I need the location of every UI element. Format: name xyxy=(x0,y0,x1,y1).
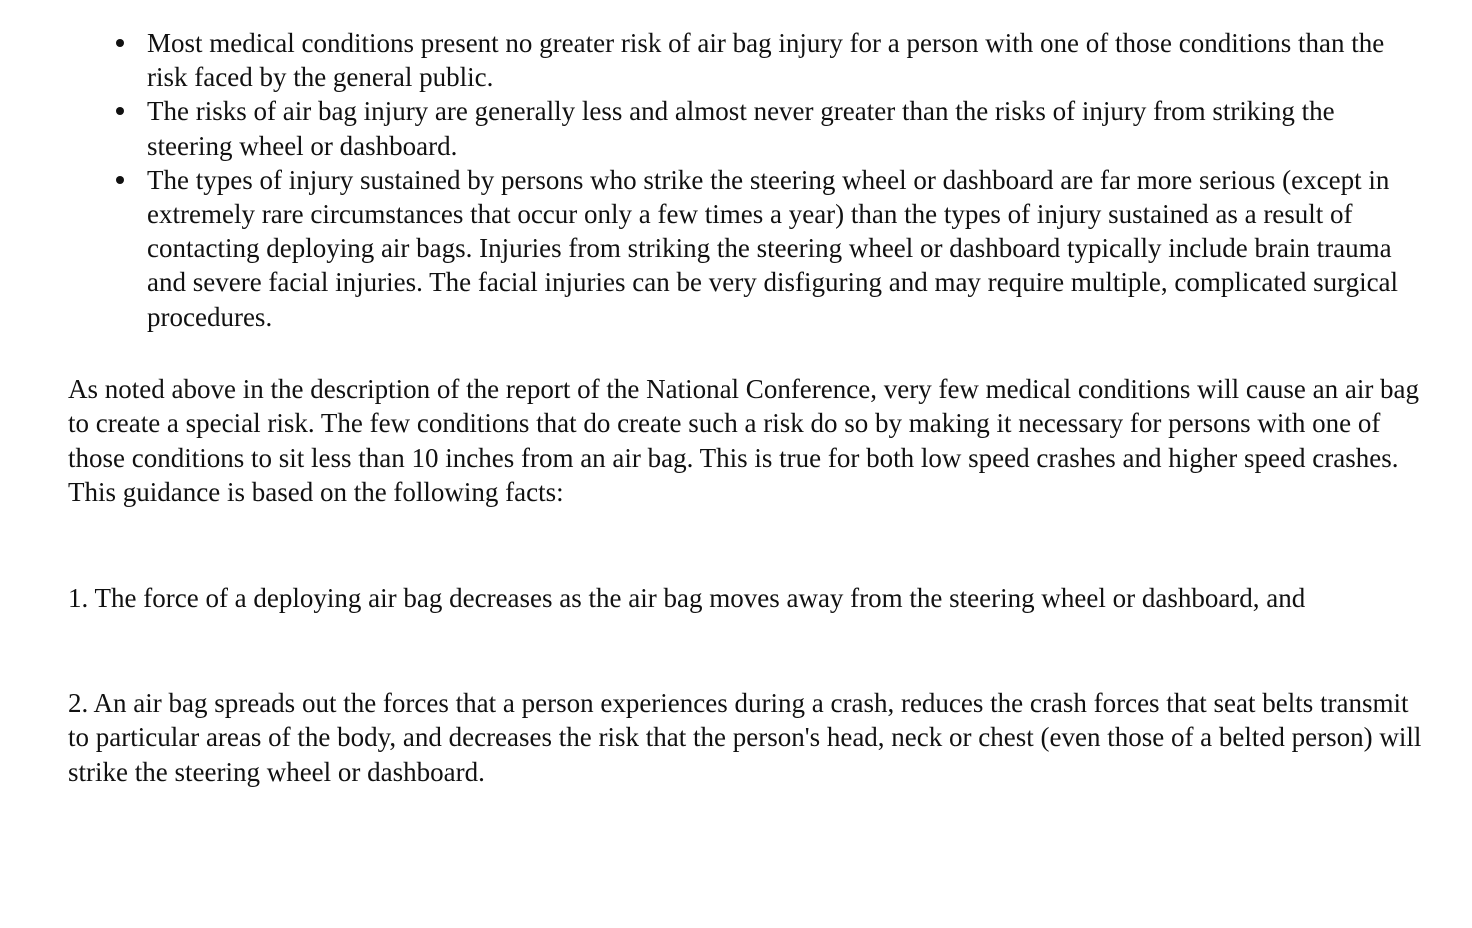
bullet-icon xyxy=(116,39,124,47)
body-paragraph-fact-1: 1. The force of a deploying air bag decreases as the air bag moves away from the steering wheel or dashboard, and xyxy=(68,583,1306,613)
body-paragraph-intro: As noted above in the description of the report of the National Conference, very few medical conditions will cause an air bag to create a special risk. The few conditions that do create such a risk do so by making it necessary for persons with one of those conditions to sit less than 10 inches from an air bag. This is true for both low speed crashes and higher speed crashes. This guidance is based on the following facts: xyxy=(68,374,1420,508)
bullet-list xyxy=(115,26,1415,334)
bullet-text: Most medical conditions present no greater risk of air bag injury for a person with one of those conditions than the risk faced by the general public. xyxy=(147,28,1385,93)
body-paragraph-fact-2: 2. An air bag spreads out the forces that a person experiences during a crash, reduces the crash forces that seat belts transmit to particular areas of the body, and decreases the risk that the person's head, neck or chest (even those of a belted person) will strike the steering wheel or dashboard. xyxy=(68,688,1422,787)
bullet-text: The types of injury sustained by persons who strike the steering wheel or dashboard are far more serious (except in extremely rare circumstances that occur only a few times a year) than the types of injury sustained as a result of contacting deploying air bags. Injuries from striking the steering wheel or dashboard typically include brain trauma and severe facial injuries. The facial injuries can be very disfiguring and may require multiple, complicated surgical procedures. xyxy=(147,164,1399,332)
bullet-icon xyxy=(116,107,124,115)
bullet-item xyxy=(115,94,1415,162)
bullet-item xyxy=(115,163,1415,334)
bullet-item xyxy=(115,26,1415,94)
bullet-text: The risks of air bag injury are generally less and almost never greater than the risks of injury from striking the steering wheel or dashboard. xyxy=(147,96,1335,161)
bullet-icon xyxy=(116,176,124,184)
